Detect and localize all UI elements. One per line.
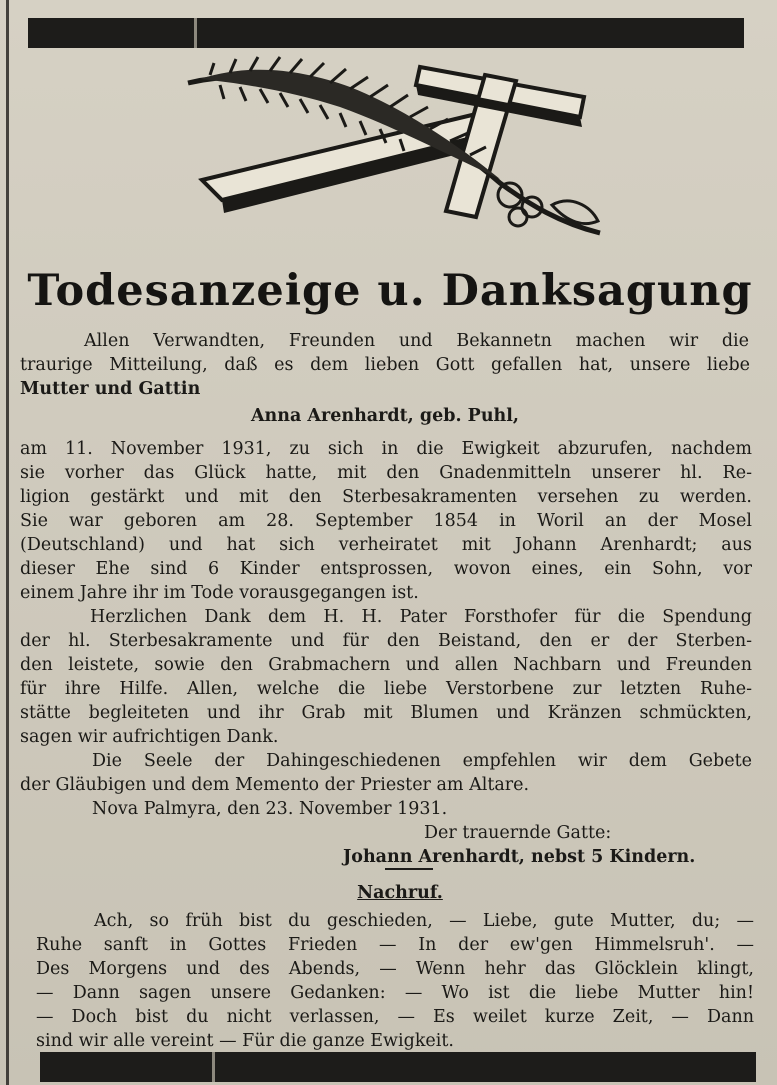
verse-line: Ach, so früh bist du geschieden, — Liebe, gute Mutter, du; —	[94, 911, 754, 931]
verse-line: — Dann sagen unsere Gedanken: — Wo ist die liebe Mutter hin!	[36, 983, 754, 1003]
signature-name: Johann Arenhardt, nebst 5 Kindern.	[343, 847, 696, 867]
body-line: stätte begleiteten und ihr Grab mit Blumen und Kränzen schmückten,	[20, 703, 752, 723]
signature-label: Der trauernde Gatte:	[424, 823, 612, 843]
place-date: Nova Palmyra, den 23. November 1931.	[92, 799, 448, 819]
body-line: am 11. November 1931, zu sich in die Ewigkeit abzurufen, nachdem	[20, 439, 752, 459]
body-line: den leistete, sowie den Grabmachern und allen Nachbarn und Freunden	[20, 655, 752, 675]
body-line: der Gläubigen und dem Memento der Priester am Altare.	[20, 775, 530, 795]
body-line: Sie war geboren am 28. September 1854 in Woril an der Mosel	[20, 511, 752, 531]
body-line: traurige Mitteilung, daß es dem lieben Gott gefallen hat, unsere liebe	[20, 355, 750, 375]
nachruf-title: Nachruf.	[357, 883, 443, 903]
verse-line: Des Morgens und des Abends, — Wenn hehr das Glöcklein klingt,	[36, 959, 754, 979]
body-line: Die Seele der Dahingeschiedenen empfehlen wir dem Gebete	[92, 751, 752, 771]
body-line: Allen Verwandten, Freunden und Bekannetn machen wir die	[84, 331, 749, 351]
body-line: sie vorher das Glück hatte, mit den Gnadenmitteln unserer hl. Re-	[20, 463, 752, 483]
body-line: ligion gestärkt und mit den Sterbesakramenten versehen zu werden.	[20, 487, 752, 507]
body-line: für ihre Hilfe. Allen, welche die liebe Verstorbene zur letzten Ruhe-	[20, 679, 752, 699]
column-divider	[6, 0, 9, 1085]
deceased-name: Anna Arenhardt, geb. Puhl,	[250, 406, 520, 426]
body-line: sagen wir aufrichtigen Dank.	[20, 727, 279, 747]
body-line: der hl. Sterbesakramente und für den Beistand, den er der Sterben-	[20, 631, 752, 651]
body-line: Mutter und Gattin	[20, 379, 201, 399]
top-border-rule	[28, 18, 744, 48]
body-line: Herzlichen Dank dem H. H. Pater Forsthofer für die Spendung	[90, 607, 752, 627]
body-line: dieser Ehe sind 6 Kinder entsprossen, wovon eines, ein Sohn, vor	[20, 559, 752, 579]
cross-with-palm-frond-icon	[180, 55, 620, 245]
body-line: einem Jahre ihr im Tode vorausgegangen ist.	[20, 583, 419, 603]
verse-line: sind wir alle vereint — Für die ganze Ewigkeit.	[36, 1031, 454, 1051]
verse-line: Ruhe sanft in Gottes Frieden — In der ew'gen Himmelsruh'. —	[36, 935, 754, 955]
bottom-border-rule	[40, 1052, 756, 1082]
notice-heading: Todesanzeige u. Danksagung	[27, 266, 753, 316]
body-line: (Deutschland) und hat sich verheiratet mit Johann Arenhardt; aus	[20, 535, 752, 555]
section-separator	[385, 868, 433, 870]
verse-line: — Doch bist du nicht verlassen, — Es weilet kurze Zeit, — Dann	[36, 1007, 754, 1027]
